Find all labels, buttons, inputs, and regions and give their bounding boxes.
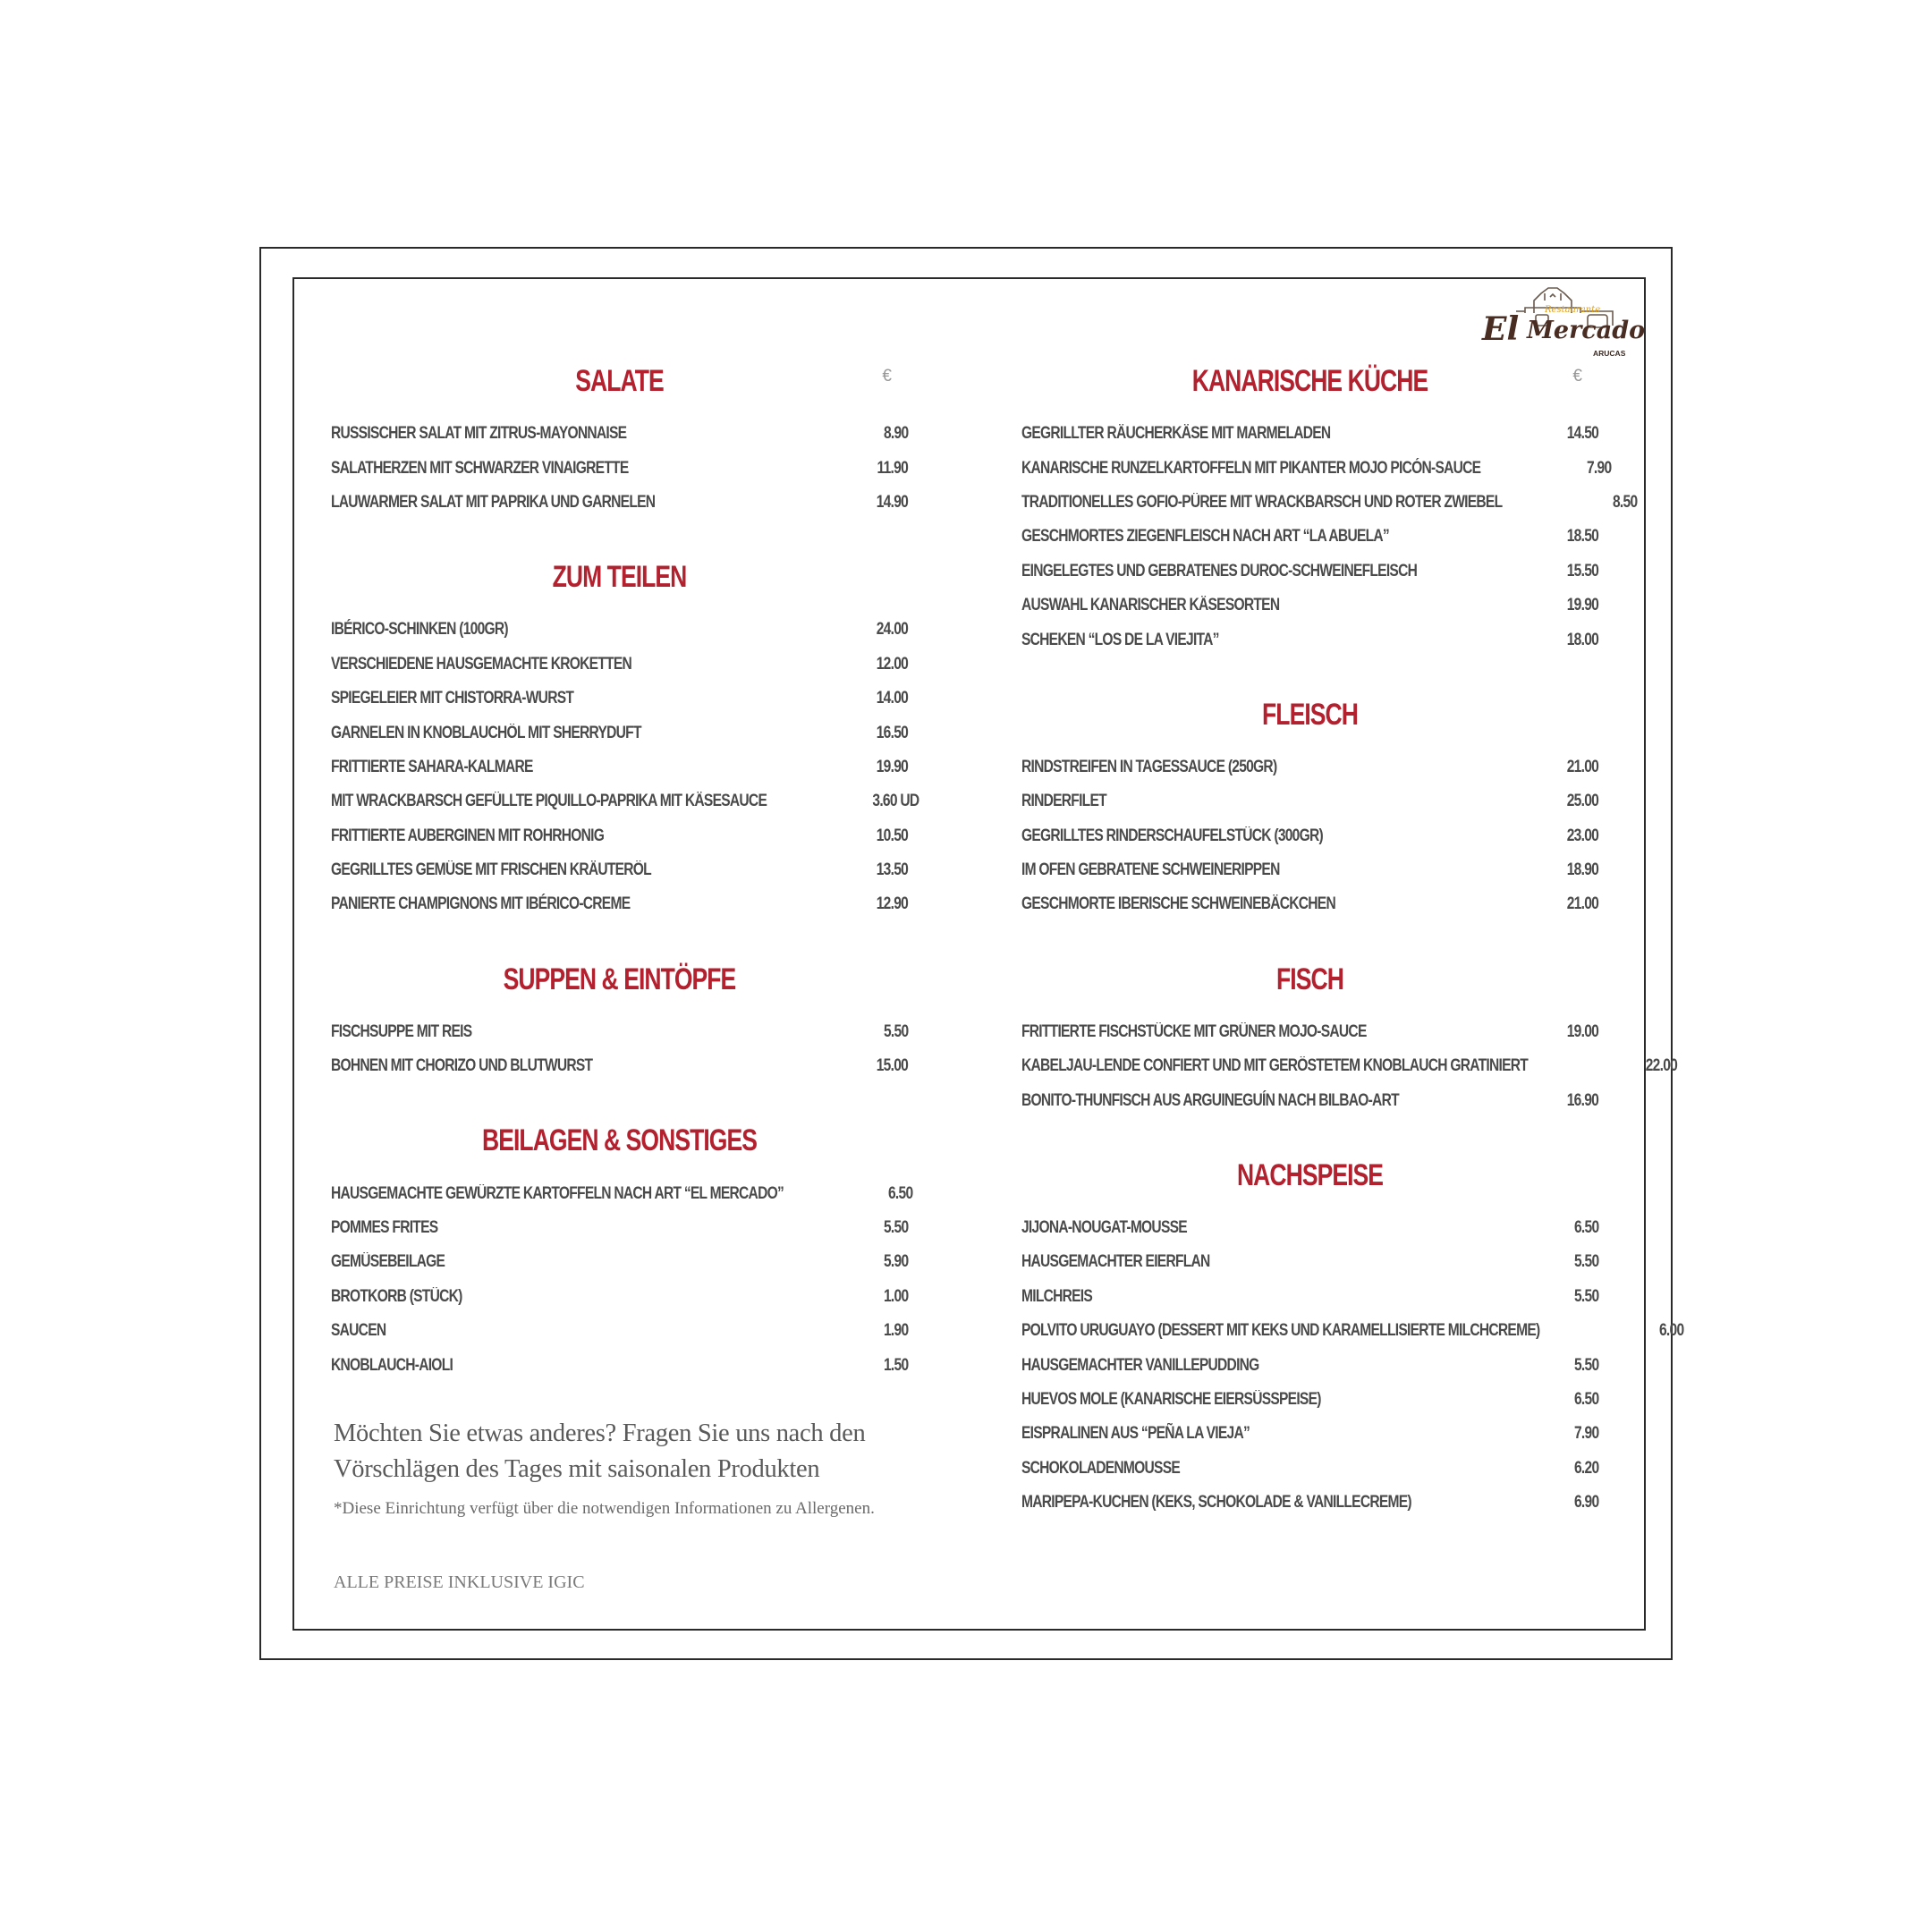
menu-item bbox=[331, 648, 908, 682]
item-name: AUSWAHL KANARISCHER KÄSESORTEN bbox=[1021, 596, 1280, 615]
item-price: 22.00 bbox=[1646, 1056, 1678, 1076]
item-price: 8.50 bbox=[1613, 492, 1638, 512]
item-name: VERSCHIEDENE HAUSGEMACHTE KROKETTEN bbox=[331, 654, 632, 674]
svg-text:Mercado: Mercado bbox=[1527, 317, 1646, 344]
item-name: GEMÜSEBEILAGE bbox=[331, 1252, 445, 1272]
menu-item bbox=[331, 613, 908, 647]
item-name: FISCHSUPPE MIT REIS bbox=[331, 1021, 472, 1041]
menu-item bbox=[1021, 1015, 1598, 1049]
allergen-note: *Diese Einrichtung verfügt über die notwendigen Informationen zu Allergenen. bbox=[334, 1499, 875, 1518]
section-title: BEILAGEN & SONSTIGES bbox=[482, 1123, 757, 1158]
item-price: 18.90 bbox=[1566, 860, 1598, 880]
item-name: HAUSGEMACHTE GEWÜRZTE KARTOFFELN NACH ART “EL MERCADO” bbox=[331, 1183, 784, 1203]
menu-item bbox=[1021, 417, 1598, 451]
item-price: 19.90 bbox=[876, 757, 908, 776]
item-price: 5.90 bbox=[883, 1252, 908, 1272]
item-price: 5.50 bbox=[883, 1218, 908, 1238]
item-name: KANARISCHE RUNZELKARTOFFELN MIT PIKANTER MOJO PICÓN-SAUCE bbox=[1021, 458, 1481, 478]
el-mercado-logo bbox=[1480, 284, 1646, 360]
menu-item bbox=[1021, 520, 1598, 554]
item-price: 3.60 UD bbox=[872, 792, 919, 811]
item-price: 23.00 bbox=[1566, 826, 1598, 845]
item-price: 12.00 bbox=[876, 654, 908, 674]
item-name: PANIERTE CHAMPIGNONS MIT IBÉRICO-CREME bbox=[331, 894, 631, 914]
item-price: 18.50 bbox=[1566, 527, 1598, 547]
section-kanarische-kueche bbox=[1021, 358, 1638, 657]
item-name: SCHOKOLADENMOUSSE bbox=[1021, 1458, 1181, 1478]
menu-item bbox=[1021, 1083, 1598, 1117]
section-title: SALATE bbox=[575, 364, 664, 398]
item-price: 8.90 bbox=[883, 424, 908, 444]
menu-item bbox=[331, 417, 908, 451]
menu-item bbox=[1021, 623, 1598, 657]
menu-item bbox=[331, 750, 908, 784]
menu-item bbox=[1021, 1245, 1598, 1279]
menu-item bbox=[331, 784, 919, 818]
item-price: 13.50 bbox=[876, 860, 908, 880]
menu-item bbox=[1021, 819, 1598, 853]
item-price: 1.00 bbox=[883, 1286, 908, 1306]
svg-text:El: El bbox=[1482, 310, 1520, 348]
item-name: BONITO-THUNFISCH AUS ARGUINEGUÍN NACH BILBAO-ART bbox=[1021, 1090, 1399, 1110]
item-name: FRITTIERTE AUBERGINEN MIT ROHRHONIG bbox=[331, 826, 605, 845]
item-name: EISPRALINEN AUS “PEÑA LA VIEJA” bbox=[1021, 1424, 1250, 1444]
item-price: 5.50 bbox=[883, 1021, 908, 1041]
note-line-2: Vörschlägen des Tages mit saisonalen Produkten bbox=[334, 1455, 820, 1483]
item-name: JIJONA-NOUGAT-MOUSSE bbox=[1021, 1218, 1187, 1238]
item-name: RINDSTREIFEN IN TAGESSAUCE (250GR) bbox=[1021, 757, 1277, 776]
section-nachspeise bbox=[1021, 1152, 1684, 1521]
menu-item bbox=[1021, 589, 1598, 623]
menu-item bbox=[1021, 451, 1612, 485]
item-name: BOHNEN MIT CHORIZO UND BLUTWURST bbox=[331, 1056, 593, 1076]
item-name: HUEVOS MOLE (KANARISCHE EIERSÜSSPEISE) bbox=[1021, 1390, 1321, 1409]
menu-item bbox=[1021, 887, 1598, 921]
item-name: GARNELEN IN KNOBLAUCHÖL MIT SHERRYDUFT bbox=[331, 723, 641, 742]
item-price: 16.90 bbox=[1566, 1090, 1598, 1110]
igic-note: ALLE PREISE INKLUSIVE IGIC bbox=[334, 1572, 585, 1592]
item-name: IBÉRICO-SCHINKEN (100GR) bbox=[331, 620, 508, 640]
menu-item bbox=[331, 1280, 908, 1314]
item-name: KNOBLAUCH-AIOLI bbox=[331, 1355, 453, 1375]
menu-item bbox=[1021, 486, 1638, 520]
item-name: HAUSGEMACHTER EIERFLAN bbox=[1021, 1252, 1210, 1272]
menu-item bbox=[1021, 555, 1598, 589]
item-name: IM OFEN GEBRATENE SCHWEINERIPPEN bbox=[1021, 860, 1280, 880]
currency-symbol: € bbox=[1572, 367, 1582, 386]
item-name: POMMES FRITES bbox=[331, 1218, 438, 1238]
menu-item bbox=[331, 1176, 913, 1210]
menu-item bbox=[331, 451, 908, 485]
note-line-1: Möchten Sie etwas anderes? Fragen Sie uns nach den bbox=[334, 1419, 866, 1447]
menu-item bbox=[331, 682, 908, 716]
item-name: SPIEGELEIER MIT CHISTORRA-WURST bbox=[331, 689, 574, 708]
menu-item bbox=[1021, 1211, 1598, 1245]
section-beilagen bbox=[331, 1117, 913, 1382]
item-name: KABELJAU-LENDE CONFIERT UND MIT GERÖSTETEM KNOBLAUCH GRATINIERT bbox=[1021, 1056, 1529, 1076]
menu-item bbox=[1021, 1314, 1684, 1348]
item-name: MIT WRACKBARSCH GEFÜLLTE PIQUILLO-PAPRIKA MIT KÄSESAUCE bbox=[331, 792, 767, 811]
item-name: GESCHMORTES ZIEGENFLEISCH NACH ART “LA ABUELA” bbox=[1021, 527, 1389, 547]
item-name: FRITTIERTE FISCHSTÜCKE MIT GRÜNER MOJO-SAUCE bbox=[1021, 1021, 1367, 1041]
item-price: 6.20 bbox=[1573, 1458, 1598, 1478]
item-price: 6.00 bbox=[1658, 1321, 1684, 1341]
item-price: 10.50 bbox=[876, 826, 908, 845]
menu-item bbox=[1021, 1417, 1598, 1451]
item-price: 15.00 bbox=[876, 1056, 908, 1076]
item-price: 5.50 bbox=[1573, 1252, 1598, 1272]
item-name: FRITTIERTE SAHARA-KALMARE bbox=[331, 757, 533, 776]
item-name: GEGRILLTES GEMÜSE MIT FRISCHEN KRÄUTERÖL bbox=[331, 860, 651, 880]
item-price: 7.90 bbox=[1573, 1424, 1598, 1444]
menu-item bbox=[331, 1049, 908, 1083]
item-name: SAUCEN bbox=[331, 1321, 386, 1341]
item-price: 7.90 bbox=[1587, 458, 1612, 478]
menu-item bbox=[331, 486, 908, 520]
section-title: SUPPEN & EINTÖPFE bbox=[503, 962, 736, 996]
menu-item bbox=[331, 887, 908, 921]
item-name: EINGELEGTES UND GEBRATENES DUROC-SCHWEINEFLEISCH bbox=[1021, 561, 1418, 580]
item-name: GESCHMORTE IBERISCHE SCHWEINEBÄCKCHEN bbox=[1021, 894, 1335, 914]
item-name: BROTKORB (STÜCK) bbox=[331, 1286, 462, 1306]
item-name: RINDERFILET bbox=[1021, 792, 1106, 811]
menu-item bbox=[331, 1314, 908, 1348]
item-price: 21.00 bbox=[1566, 757, 1598, 776]
section-salate bbox=[331, 358, 908, 520]
menu-item bbox=[331, 1015, 908, 1049]
menu-item bbox=[331, 1245, 908, 1279]
menu-item bbox=[331, 1211, 908, 1245]
menu-item bbox=[331, 1348, 908, 1382]
left-menu-column bbox=[331, 358, 919, 1383]
item-name: MARIPEPA-KUCHEN (KEKS, SCHOKOLADE & VANILLECREME) bbox=[1021, 1493, 1411, 1513]
item-name: POLVITO URUGUAYO (DESSERT MIT KEKS UND KARAMELLISIERTE MILCHCREME) bbox=[1021, 1321, 1540, 1341]
section-fleisch bbox=[1021, 691, 1598, 922]
menu-item bbox=[1021, 1452, 1598, 1486]
item-name: SALATHERZEN MIT SCHWARZER VINAIGRETTE bbox=[331, 458, 629, 478]
menu-item bbox=[1021, 784, 1598, 818]
item-price: 5.50 bbox=[1573, 1355, 1598, 1375]
menu-item bbox=[1021, 1049, 1678, 1083]
item-name: MILCHREIS bbox=[1021, 1286, 1093, 1306]
item-price: 1.90 bbox=[883, 1321, 908, 1341]
item-price: 12.90 bbox=[876, 894, 908, 914]
daily-suggestions-note bbox=[334, 1416, 906, 1487]
section-title: NACHSPEISE bbox=[1236, 1157, 1384, 1192]
item-name: LAUWARMER SALAT MIT PAPRIKA UND GARNELEN bbox=[331, 492, 656, 512]
item-price: 18.00 bbox=[1566, 630, 1598, 649]
item-price: 14.00 bbox=[876, 689, 908, 708]
item-price: 19.00 bbox=[1566, 1021, 1598, 1041]
svg-text:ARUCAS: ARUCAS bbox=[1593, 349, 1626, 358]
menu-item bbox=[331, 716, 908, 750]
section-suppen bbox=[331, 956, 908, 1084]
item-price: 1.50 bbox=[883, 1355, 908, 1375]
item-price: 6.90 bbox=[1573, 1493, 1598, 1513]
menu-item bbox=[331, 853, 908, 887]
item-price: 21.00 bbox=[1566, 894, 1598, 914]
right-menu-column bbox=[1021, 358, 1684, 1520]
item-name: HAUSGEMACHTER VANILLEPUDDING bbox=[1021, 1355, 1259, 1375]
section-title: FLEISCH bbox=[1262, 697, 1358, 732]
item-price: 24.00 bbox=[876, 620, 908, 640]
item-name: GEGRILLTER RÄUCHERKÄSE MIT MARMELADEN bbox=[1021, 424, 1331, 444]
section-title: FISCH bbox=[1276, 962, 1343, 996]
menu-item bbox=[331, 819, 908, 853]
item-price: 16.50 bbox=[876, 723, 908, 742]
item-price: 19.90 bbox=[1566, 596, 1598, 615]
menu-item bbox=[1021, 1383, 1598, 1417]
menu-item bbox=[1021, 750, 1598, 784]
item-name: TRADITIONELLES GOFIO-PÜREE MIT WRACKBARSCH UND ROTER ZWIEBEL bbox=[1021, 492, 1503, 512]
menu-item bbox=[1021, 853, 1598, 887]
item-price: 5.50 bbox=[1573, 1286, 1598, 1306]
item-price: 6.50 bbox=[888, 1183, 913, 1203]
item-price: 14.90 bbox=[876, 492, 908, 512]
section-fisch bbox=[1021, 956, 1678, 1118]
item-price: 6.50 bbox=[1573, 1218, 1598, 1238]
menu-item bbox=[1021, 1486, 1598, 1520]
svg-text:Restaurante: Restaurante bbox=[1545, 305, 1601, 315]
item-price: 25.00 bbox=[1566, 792, 1598, 811]
item-price: 15.50 bbox=[1566, 561, 1598, 580]
section-zum-teilen bbox=[331, 554, 919, 922]
section-title: ZUM TEILEN bbox=[552, 560, 687, 595]
currency-symbol: € bbox=[882, 367, 892, 386]
item-price: 11.90 bbox=[877, 458, 908, 478]
menu-item bbox=[1021, 1348, 1598, 1382]
section-title: KANARISCHE KÜCHE bbox=[1191, 364, 1428, 398]
item-price: 6.50 bbox=[1573, 1390, 1598, 1409]
item-name: RUSSISCHER SALAT MIT ZITRUS-MAYONNAISE bbox=[331, 424, 627, 444]
menu-item bbox=[1021, 1280, 1598, 1314]
item-name: SCHEKEN “LOS DE LA VIEJITA” bbox=[1021, 630, 1219, 649]
item-name: GEGRILLTES RINDERSCHAUFELSTÜCK (300GR) bbox=[1021, 826, 1323, 845]
item-price: 14.50 bbox=[1566, 424, 1598, 444]
